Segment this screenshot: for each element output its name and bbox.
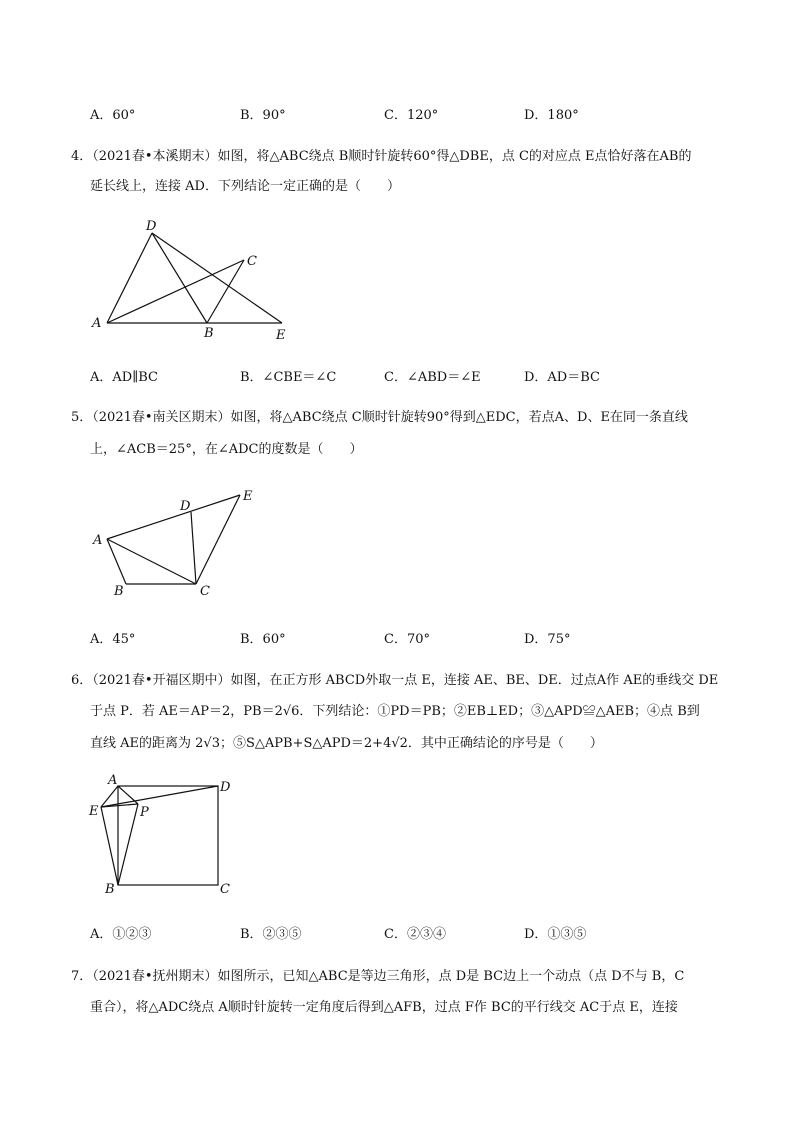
q4-label-c: C <box>247 254 257 269</box>
q6-label-b: B <box>105 882 115 897</box>
q5-option-a[interactable]: A．45° <box>90 632 136 647</box>
q6-option-c[interactable]: C．②③④ <box>384 927 446 942</box>
q4-option-a[interactable]: A．AD∥BC <box>90 370 158 385</box>
q5-label-c: C <box>200 584 210 599</box>
q4-label-a: A <box>92 316 102 331</box>
q3-option-c[interactable]: C．120° <box>384 108 439 123</box>
q6-option-b[interactable]: B．②③⑤ <box>240 927 302 942</box>
q4-stem-line2: 延长线上，连接 AD．下列结论一定正确的是（ ） <box>90 179 400 194</box>
q3-option-d[interactable]: D．180° <box>524 108 579 123</box>
q6-stem-line2: 于点 P．若 AE＝AP＝2，PB＝2√6．下列结论：①PD＝PB；②EB⊥ED；③△APD≌△AEB；④点 B到 <box>90 704 700 719</box>
q5-label-e: E <box>243 489 253 504</box>
q4-option-d[interactable]: D．AD＝BC <box>524 370 600 385</box>
q6-label-c: C <box>220 882 230 897</box>
q4-option-c[interactable]: C．∠ABD＝∠E <box>384 370 481 385</box>
q6-label-a: A <box>108 773 118 788</box>
q6-option-a[interactable]: A．①②③ <box>90 927 152 942</box>
q3-option-b[interactable]: B．90° <box>240 108 286 123</box>
q4-label-e: E <box>276 328 286 343</box>
q6-label-e: E <box>89 804 99 819</box>
q6-stem-line3: 直线 AE的距离为 2√3；⑤S△APB+S△APD＝2+4√2．其中正确结论的序号是（ ） <box>90 736 603 751</box>
q5-option-b[interactable]: B．60° <box>240 632 286 647</box>
q5-label-b: B <box>114 584 124 599</box>
q5-label-a: A <box>93 533 103 548</box>
q6-label-d: D <box>220 780 231 795</box>
q5-option-d[interactable]: D．75° <box>524 632 571 647</box>
q4-label-d: D <box>146 219 157 234</box>
q5-stem-line2: 上，∠ACB＝25°，在∠ADC的度数是（ ） <box>90 442 363 457</box>
q5-stem-line1: 5．（2021春•南关区期末）如图，将△ABC绕点 C顺时针旋转90°得到△EDC，若点A、D、E在同一条直线 <box>71 410 688 425</box>
q5-label-d: D <box>180 499 191 514</box>
q7-stem-line2: 重合），将△ADC绕点 A顺时针旋转一定角度后得到△AFB，过点 F作 BC的平行线交 AC于点 E，连接 <box>90 1000 678 1015</box>
q7-stem-line1: 7．（2021春•抚州期末）如图所示，已知△ABC是等边三角形，点 D是 BC边上一个动点（点 D不与 B，C <box>71 969 685 984</box>
q4-option-b[interactable]: B．∠CBE＝∠C <box>240 370 337 385</box>
q6-option-d[interactable]: D．①③⑤ <box>524 927 587 942</box>
q6-stem-line1: 6．（2021春•开福区期中）如图，在正方形 ABCD外取一点 E，连接 AE、BE、DE．过点A作 AE的垂线交 DE <box>71 673 719 688</box>
q3-option-a[interactable]: A．60° <box>90 108 136 123</box>
q4-stem-line1: 4．（2021春•本溪期末）如图，将△ABC绕点 B顺时针旋转60°得△DBE，点 C的对应点 E点恰好落在AB的 <box>71 149 692 164</box>
q4-label-b: B <box>204 326 214 341</box>
q6-label-p: P <box>140 805 149 820</box>
q5-option-c[interactable]: C．70° <box>384 632 430 647</box>
